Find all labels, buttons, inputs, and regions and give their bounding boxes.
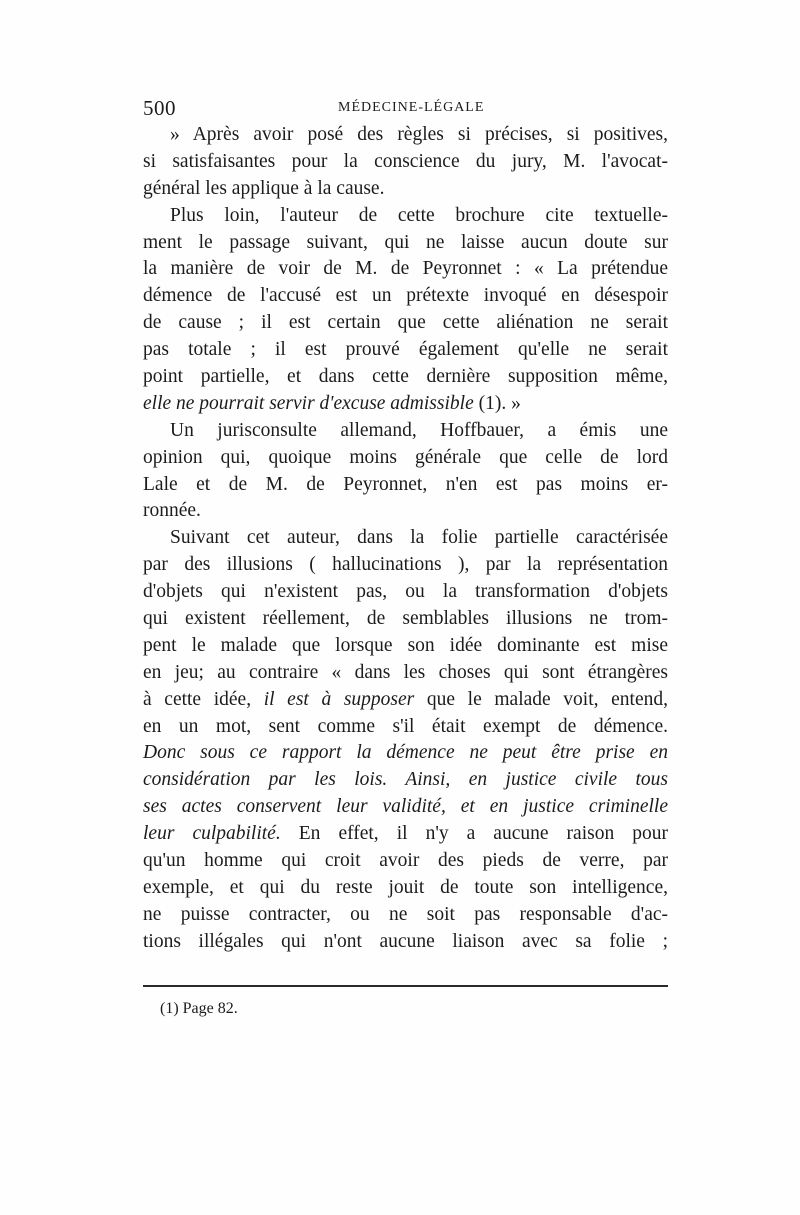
text-line (143, 203, 668, 230)
text-line (143, 337, 668, 364)
text-segment: En effet, il n'y a aucune raison pour (280, 823, 668, 845)
text-line (143, 149, 668, 176)
text-segment: d'objets qui n'existent pas, ou la transformation d'objets (143, 581, 668, 603)
text-line (143, 794, 668, 821)
text-segment: qu'un homme qui croit avoir des pieds de verre, par (143, 850, 668, 872)
text-segment: opinion qui, quoique moins générale que celle de lord (143, 446, 668, 468)
text-segment: qui existent réellement, de semblables illusions ne trom- (143, 608, 668, 630)
text-segment: Lale et de M. de Peyronnet, n'en est pas moins er- (143, 473, 668, 495)
text-segment: » Après avoir posé des règles si précises, si positives, (170, 124, 668, 145)
italic-segment: ses actes conservent leur validité, et en justice criminelle (143, 796, 668, 818)
italic-segment: elle ne pourrait servir d'excuse admissible (143, 392, 474, 414)
text-line (143, 310, 668, 337)
text-line (143, 633, 668, 660)
italic-segment: il est à supposer (263, 688, 415, 710)
text-line (143, 364, 668, 391)
body-text (143, 122, 668, 956)
text-segment: point partielle, et dans cette dernière supposition même, (143, 366, 668, 388)
text-segment: la manière de voir de M. de Peyronnet : « La prétendue (143, 258, 668, 280)
footnote: (1) Page 82. (160, 1000, 238, 1017)
text-segment: en un mot, sent comme s'il était exempt de démence. (143, 715, 668, 737)
text-line (143, 122, 668, 149)
text-line (143, 472, 668, 499)
text-segment: de cause ; il est certain que cette aliénation ne serait (143, 312, 668, 334)
text-segment: ne puisse contracter, ou ne soit pas responsable d'ac- (143, 903, 668, 925)
text-line (143, 525, 668, 552)
text-segment: tions illégales qui n'ont aucune liaison avec sa folie ; (143, 930, 668, 952)
text-segment: général les applique à la cause. (143, 177, 385, 199)
text-line (143, 498, 668, 525)
text-segment: Plus loin, l'auteur de cette brochure cite textuelle- (170, 204, 668, 226)
text-segment: que le malade voit, entend, (414, 688, 669, 710)
text-line (143, 740, 668, 767)
text-line (143, 767, 668, 794)
text-segment: Un jurisconsulte allemand, Hoffbauer, a émis une (170, 419, 668, 441)
page-number: 500 (143, 96, 176, 120)
text-line (143, 445, 668, 472)
text-segment: démence de l'accusé est un prétexte invoqué en désespoir (143, 285, 668, 307)
text-line (143, 606, 668, 633)
text-segment: ronnée. (143, 500, 201, 522)
text-line (143, 552, 668, 579)
text-segment: pas totale ; il est prouvé également qu'elle ne serait (143, 339, 668, 361)
text-line (143, 283, 668, 310)
text-line (143, 176, 668, 203)
text-segment: exemple, et qui du reste jouit de toute son intelligence, (143, 876, 668, 898)
text-line (143, 256, 668, 283)
italic-segment: considération par les lois. Ainsi, en justice civile tous (143, 769, 668, 791)
running-title: MÉDECINE-LÉGALE (338, 100, 485, 115)
text-line (143, 875, 668, 902)
italic-segment: leur culpabilité. (143, 823, 281, 845)
text-segment: pent le malade que lorsque son idée dominante est mise (143, 634, 668, 656)
text-segment: par des illusions ( hallucinations ), par la représentation (143, 554, 668, 576)
text-line (143, 821, 668, 848)
text-segment: (1). » (473, 392, 521, 414)
text-line (143, 418, 668, 445)
text-segment: ment le passage suivant, qui ne laisse aucun doute sur (143, 231, 668, 253)
text-line (143, 230, 668, 257)
text-line (143, 714, 668, 741)
text-segment: à cette idée, (143, 688, 264, 710)
footnote-divider (143, 985, 668, 987)
text-line (143, 579, 668, 606)
text-line (143, 929, 668, 956)
text-segment: en jeu; au contraire « dans les choses qui sont étrangères (143, 661, 668, 683)
text-line (143, 848, 668, 875)
text-line (143, 391, 668, 418)
text-line (143, 902, 668, 929)
italic-segment: Donc sous ce rapport la démence ne peut être prise en (143, 742, 668, 764)
text-line (143, 687, 668, 714)
text-segment: Suivant cet auteur, dans la folie partielle caractérisée (170, 527, 668, 549)
text-segment: si satisfaisantes pour la conscience du jury, M. l'avocat- (143, 150, 668, 172)
text-line (143, 660, 668, 687)
page-header (143, 96, 668, 124)
